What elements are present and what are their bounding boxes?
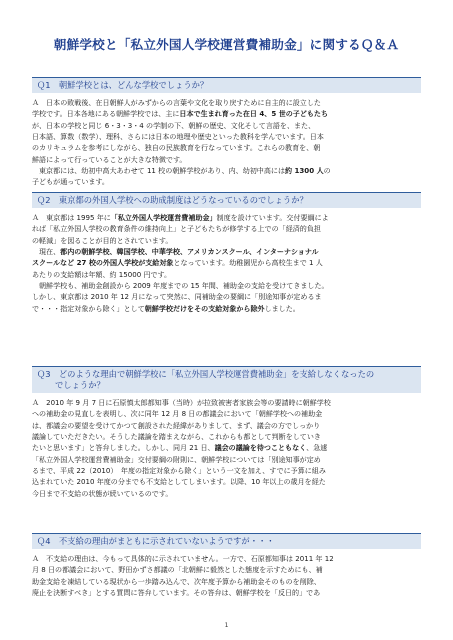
- answer-4-line: 助金支給を凍結している現状から一歩踏み込んで、次年度予算から補助金そのものを削除、: [32, 576, 321, 586]
- question-3-heading-line: Ｑ3 どのような理由で朝鮮学校に「私立外国人学校運営費補助金」を支給しなくなったの: [37, 369, 375, 379]
- answer-1-line: 日本語、算数（数学）、理科、さらには日本の地理や歴史といった教科を学んでいます。日本: [32, 132, 324, 142]
- document-title: 朝鮮学校と「私立外国人学校運営費補助金」に関するＱ＆Ａ: [53, 37, 400, 52]
- answer-3-line: 議論していただきたい。そうした議論を踏まえながら、これからも都として判断をしていき: [32, 432, 321, 442]
- answer-2-line: 朝鮮学校も、補助金創設から 2009 年度までの 15 年間、補助金の支給を受けてきました。: [39, 281, 329, 291]
- answer-1-line: が、日本の学校と同じ 6・3・3・4 の学制の下、朝鮮の歴史、文化そして言語を、また、: [32, 120, 316, 130]
- answer-3-line: 今日まで不支給の状態が続いているのです。: [32, 488, 173, 498]
- question-2-heading: Ｑ2 東京都の外国人学校への助成制度はどうなっているのでしょうか？: [32, 192, 421, 208]
- answer-3-line: るまで、平成 22（2010） 年度の指定対象から除く」という一文を加え、すでに予算に組み: [32, 466, 326, 476]
- answer-3-line: Ａ 2010 年 9 月 7 日に石原慎太郎都知事（当時）が拉致被害者家族会等の要請時に朝鮮学校: [32, 398, 331, 407]
- answer-2-line: Ａ 東京都は 1995 年に「私立外国人学校運営費補助金」制度を設けています。交付要綱によ: [32, 213, 329, 222]
- answer-1-line: のカリキュラムを参考にしながら、独自の民族教育を行なっています。これらの教育を、朝: [32, 143, 321, 153]
- answer-2-line: スクールなど 27 校の外国人学校が支給対象となっています。幼稚園児から高校生まで 1 人: [32, 258, 323, 268]
- answer-1-line: Ａ 日本の敗戦後、在日朝鮮人がみずからの言葉や文化を取り戻すために自主的に設立した: [32, 98, 321, 107]
- answer-1-line: 鮮語によって行っていることが大きな特徴です。: [32, 154, 187, 164]
- answer-4: [32, 553, 421, 598]
- answer-4-line: 月 8 日の都議会において、野田かずさ都議の「北朝鮮に毅然とした態度を示すためにも、補: [32, 565, 323, 575]
- answer-3-line: 「私立外国人学校運営費補助金」交付要綱の附則に、朝鮮学校については「別途知事が定め: [32, 454, 321, 464]
- question-3-heading-line: でしょうか？: [55, 380, 105, 390]
- answer-2: [32, 212, 421, 314]
- question-4-heading: Ｑ4 不支給の理由がまともに示されていないようですが・・・: [32, 533, 421, 549]
- page-number: 1: [224, 622, 229, 629]
- answer-3-line: は、都議会の要望を受けてかつて創設された経緯がありまして、まず、議会の方でしっかり: [32, 420, 321, 430]
- answer-4-line: 廃止を決断すべき」とする質問に答弁しています。その答弁は、朝鮮学校を「反日的」であ: [32, 588, 321, 598]
- answer-1-line: 子どもが通っています。: [32, 177, 109, 187]
- answer-2-line: 現在、都内の朝鮮学校、韓国学校、中華学校、アメリカンスクール、インターナショナル: [39, 247, 319, 257]
- answer-3-line: 込まれていた 2010 年度の分までも不支給としてしまいます。以降、10 年以上の歳月を経た: [32, 477, 326, 487]
- answer-2-line: で・・・指定対象から除く」として朝鮮学校だけをその支給対象から除外しました。: [32, 303, 300, 313]
- answer-3-line: たいと思います」と答弁しました。しかし、同月 21 日、議会の議論を待つこともなく、急遽: [32, 443, 328, 453]
- answer-1-line: 東京都には、幼初中高大あわせて 11 校の朝鮮学校があり、内、幼初中高には約 1300 人の: [39, 166, 331, 176]
- question-3-heading: [32, 366, 421, 393]
- answer-2-line: あたりの支給額は年額、約 15000 円です。: [32, 269, 172, 279]
- answer-2-line: の軽減」を図ることが目的とされています。: [32, 235, 173, 245]
- answer-2-line: しかし、東京都は 2010 年 12 月になって突然に、同補助金の要綱に「別途知事が定めるま: [32, 292, 322, 302]
- answer-4-line: Ａ 不支給の理由は、今もって具体的に示されていません。一方で、石原都知事は 2011 年 12: [32, 554, 334, 563]
- answer-3: [32, 397, 421, 499]
- answer-1: [32, 97, 421, 188]
- answer-3-line: への補助金の見直しを表明し、次に同年 12 月 8 日の都議会において「朝鮮学校への補助金: [32, 409, 323, 419]
- answer-1-line: 学校です。日本各地にある朝鮮学校では、主に日本で生まれ育った在日 4、5 世の子どもたち: [32, 109, 329, 119]
- question-1-heading: Ｑ1 朝鮮学校とは、どんな学校でしょうか？: [32, 77, 421, 93]
- answer-2-line: れば「私立外国人学校の教育条件の維持向上」と子どもたちが修学する上での「経済的負担: [32, 224, 321, 234]
